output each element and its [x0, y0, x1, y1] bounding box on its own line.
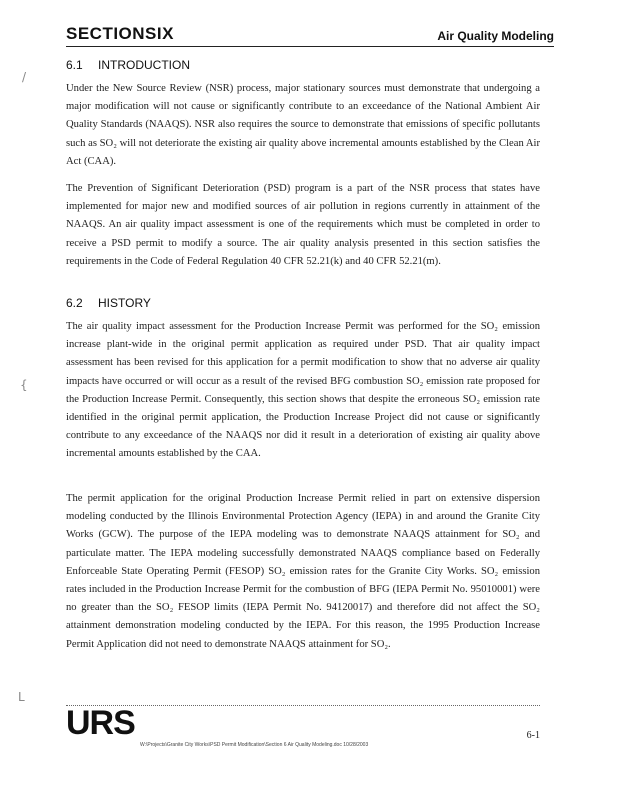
section-heading-introduction [66, 58, 190, 72]
section-topic: Air Quality Modeling [437, 29, 554, 43]
header-rule [66, 46, 554, 47]
page-header [66, 22, 554, 48]
footer-file-path: W:\Projects\Granite City Works\PSD Permit Modification\Section 6 Air Quality Modeling.doc 10/28/2003 [140, 742, 369, 748]
section-heading-history [66, 296, 151, 310]
section-number: 6.2 [66, 296, 83, 310]
paragraph-psd: The Prevention of Significant Deterioration (PSD) program is a part of the NSR process that states have implemented for major new and modified sources of air pollution in regions currently in attainment of the NAAQS. An air quality impact assessment is one of the requirements which must be completed in order to receive a PSD permit to modify a source. The air quality analysis presented in this section satisfies the requirements in the Code of Federal Regulation 40 CFR 52.21(k) and 40 CFR 52.21(m). [66, 183, 540, 267]
urs-logo: URS [66, 704, 135, 742]
section-title: INTRODUCTION [98, 58, 190, 72]
paragraph-permit-application: The permit application for the original Production Increase Permit relied in part on extensive dispersion modeling conducted by the Illinois Environmental Protection Agency (IEPA) in and around the Granite City Works (GCW). The purpose of the IEPA modeling was to demonstrate NAAQS attainment for SO₂ and particulate matter. The IEPA modeling successfully demonstrated NAAQS compliance based on Federally Enforceable State Operating Permit (FESOP) SO₂ emission rates for the Granite City Works. SO₂ emission rates included in the Production Increase Permit for the combustion of BFG (IEPA Permit No. 95010001) were no greater than the SO₂ FESOP limits (IEPA Permit No. 94120017) and therefore did not affect the SO₂ attainment demonstration modeling conducted by the IEPA. For this reason, the 1995 Production Increase Permit Application did not need to demonstrate NAAQS attainment for SO₂. [66, 493, 540, 650]
margin-mark: { [20, 378, 28, 392]
section-number: 6.1 [66, 58, 83, 72]
margin-mark: / [22, 70, 27, 84]
paragraph-nsr: Under the New Source Review (NSR) process, major stationary sources must demonstrate that undergoing a major modification will not cause or significantly contribute to an exceedance of the National Ambient Air Quality Standards (NAAQS). NSR also requires the source to demonstrate that emissions of specific pollutants such as SO₂ will not deteriorate the existing air quality above incremental amounts established by the Clean Air Act (CAA). [66, 83, 540, 167]
footer-rule [66, 705, 540, 706]
margin-mark: L [18, 690, 25, 704]
section-title: HISTORY [98, 296, 151, 310]
section-label: SECTIONSIX [66, 24, 174, 43]
page-number: 6-1 [526, 730, 540, 741]
paragraph-impact-assessment: The air quality impact assessment for the Production Increase Permit was performed for the SO₂ emission increase plant-wide in the original permit application as required under PSD. That air quality impact assessment has been revised for this application for a permit modification to show that no adverse air quality impacts have occurred or will occur as a result of the revised BFG combustion SO₂ emission rate proposed for the Production Increase Permit. Consequently, this section shows that despite the erroneous SO₂ emission rate identified in the original permit application, the Production Increase Project did not cause or significantly contribute to any exceedance of the NAAQS nor did it result in a deterioration of existing air quality above incremental amounts established by the CAA. [66, 321, 540, 460]
